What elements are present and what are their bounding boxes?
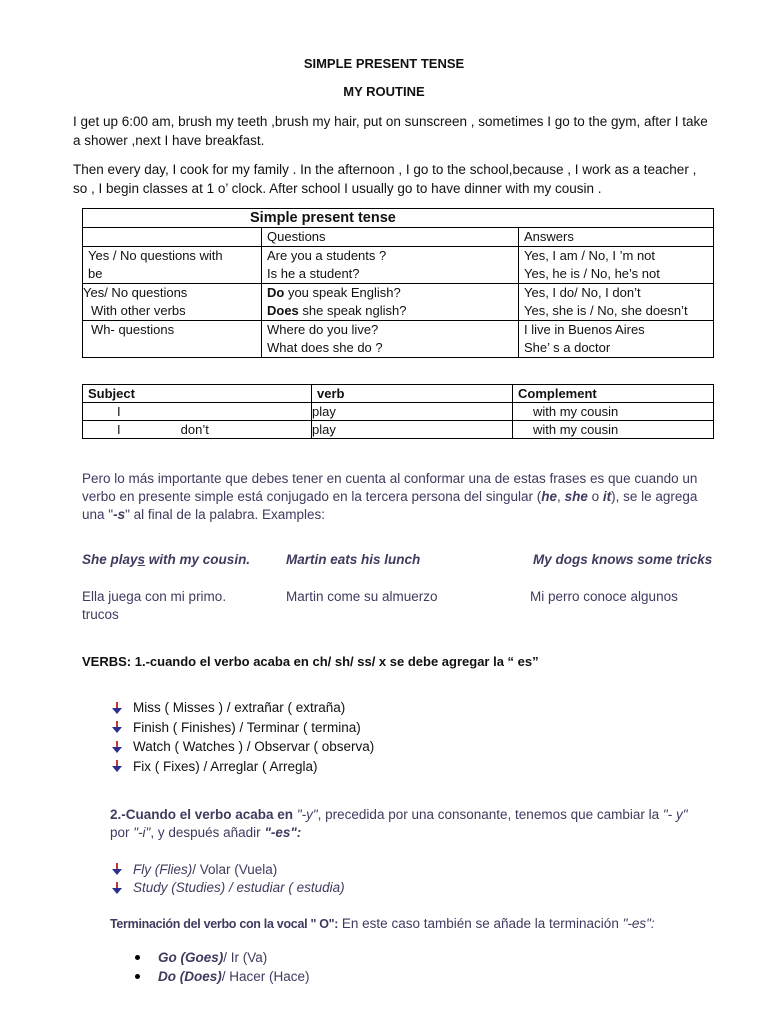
bullet-dot-icon [135, 955, 140, 960]
col-complement: Complement [513, 385, 714, 403]
translation-3: Mi perro conoce algunos [530, 589, 678, 604]
translation-2: Martin come su almuerzo [286, 589, 438, 604]
verbs-list-2 [111, 860, 345, 897]
intro-paragraph-2: Then every day, I cook for my family . In the afternoon , I go to the school,because , I work as a teacher , so , I begin classes at 1 o’ clock. After school I usually go to have dinner with my cousin . [73, 162, 697, 196]
list-item: Go (Goes) / Ir (Va) [133, 948, 310, 967]
example-3: My dogs knows some tricks [533, 552, 713, 567]
translation-1b: trucos [82, 607, 119, 622]
arrow-bullet-icon [111, 760, 123, 772]
table-row: Yes / No questions with be Are you a students ? Is he a student? Yes, I am / No, I ’m not Yes, he is / No, he’s not [83, 247, 714, 284]
page-title: SIMPLE PRESENT TENSE [303, 56, 465, 71]
example-1: She plays with my cousin. [82, 552, 251, 567]
table-row: Yes/ No questions With other verbs Do you speak English? Does she speak nglish? Yes, I do/ No, I don’t Yes, she is / No, she doesn’t [83, 284, 714, 321]
list-item: Fix ( Fixes) / Arreglar ( Arregla) [111, 757, 374, 777]
intro-paragraph-1: I get up 6:00 am, brush my teeth ,brush my hair, put on sunscreen , sometimes I go to the gym, after I take a shower ,next I have breakfast. [73, 114, 708, 148]
arrow-bullet-icon [111, 863, 123, 875]
list-item: Finish ( Finishes) / Terminar ( termina) [111, 718, 374, 738]
col-questions: Questions [262, 228, 519, 247]
arrow-bullet-icon [111, 882, 123, 894]
col-subject: Subject [83, 385, 312, 403]
table-row: Wh- questions Where do you live? What does she do ? I live in Buenos Aires She’ s a doctor [83, 321, 714, 358]
simple-present-table [82, 208, 714, 358]
arrow-bullet-icon [111, 702, 123, 714]
table-heading: Simple present tense [83, 209, 714, 228]
arrow-bullet-icon [111, 741, 123, 753]
table-row: I don’t play with my cousin [83, 421, 714, 439]
arrow-bullet-icon [111, 721, 123, 733]
list-item: Miss ( Misses ) / extrañar ( extraña) [111, 698, 374, 718]
rule-2-paragraph: 2.-Cuando el verbo acaba en "-y", precedida por una consonante, tenemos que cambiar la "- y" por "-i", y después añadir "-es": [110, 807, 688, 840]
list-item: Do (Does) / Hacer (Hace) [133, 967, 310, 986]
rule-paragraph: Pero lo más importante que debes tener en cuenta al conformar una de estas frases es que cuando un verbo en presente simple está conjugado en la tercera persona del singular (he, she o it), se le agrega una "-s" al final de la palabra. Examples: [82, 471, 698, 522]
list-item: Fly (Flies) / Volar (Vuela) [111, 860, 345, 879]
sentence-structure-table [82, 384, 714, 439]
page-subtitle: MY ROUTINE [343, 84, 425, 99]
verbs-list-3 [133, 948, 310, 986]
col-verb: verb [312, 385, 513, 403]
table-row: I play with my cousin [83, 403, 714, 421]
list-item: Watch ( Watches ) / Observar ( observa) [111, 737, 374, 757]
translation-1: Ella juega con mi primo. [82, 589, 227, 604]
bullet-dot-icon [135, 974, 140, 979]
verbs-heading: VERBS: 1.-cuando el verbo acaba en ch/ sh/ ss/ x se debe agregar la “ es” [82, 654, 539, 669]
list-item: Study (Studies) / estudiar ( estudia) [111, 879, 345, 898]
verbs-list-1 [111, 698, 374, 776]
rule-3-paragraph: Terminación del verbo con la vocal " O": En este caso también se añade la terminación "-es": [110, 916, 655, 931]
example-2: Martin eats his lunch [286, 552, 421, 567]
col-answers: Answers [519, 228, 714, 247]
